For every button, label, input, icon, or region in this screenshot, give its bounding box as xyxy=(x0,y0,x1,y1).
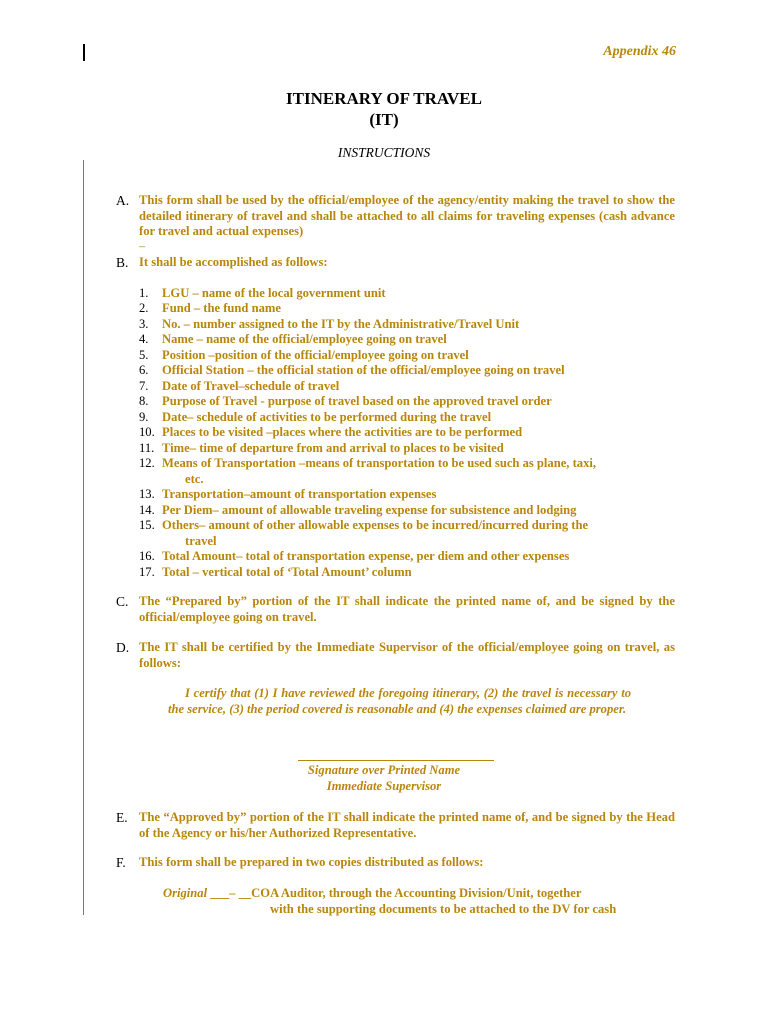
list-item: 12. Means of Transportation –means of transportation to be used such as plane, taxi, etc. xyxy=(139,456,597,486)
list-item: 10. Places to be visited –places where the activities are to be performed xyxy=(139,425,523,439)
list-item: 5. Position –position of the official/employee going on travel xyxy=(139,347,469,362)
list-item: 3. No. – number assigned to the IT by the Administrative/Travel Unit xyxy=(139,316,520,331)
instructions-heading: INSTRUCTIONS xyxy=(337,145,431,160)
original-label: Original xyxy=(163,886,208,900)
list-item: 9. Date– schedule of activities to be performed during the travel xyxy=(139,409,492,424)
signatory-title: Immediate Supervisor xyxy=(326,779,442,793)
section-a-text: This form shall be used by the official/employee of the agency/entity making the travel to show the detailed itinerary of travel and shall be attached to all claims for traveling expenses (cash advance for travel and actual expenses) – xyxy=(139,193,675,253)
list-item: 7. Date of Travel–schedule of travel xyxy=(139,378,340,393)
margin-mark-top xyxy=(83,44,85,61)
title-line-2: (IT) xyxy=(369,110,399,129)
list-item: 8. Purpose of Travel - purpose of travel based on the approved travel order xyxy=(139,394,552,408)
section-d-text: The IT shall be certified by the Immediate Supervisor of the official/employee going on travel, as follows: xyxy=(139,640,675,670)
section-c-text: The “Prepared by” portion of the IT shall indicate the printed name of, and be signed by the official/employee going on travel. xyxy=(139,594,675,624)
section-e-text: The “Approved by” portion of the IT shall indicate the printed name of, and be signed by the Head of the Agency or his/her Authorized Representative. xyxy=(139,810,675,840)
section-e-letter: E. xyxy=(116,810,128,825)
title-line-1: ITINERARY OF TRAVEL xyxy=(286,89,482,108)
section-c-letter: C. xyxy=(116,594,129,609)
original-line-1: ___– __COA Auditor, through the Accounting Division/Unit, together xyxy=(207,886,582,900)
section-a-letter: A. xyxy=(116,193,130,208)
list-item: 1. LGU – name of the local government unit xyxy=(139,285,386,300)
certification-text: I certify that (1) I have reviewed the foregoing itinerary, (2) the travel is necessary to the service, (3) the period covered is reasonable and (4) the expenses claimed are proper. xyxy=(168,686,631,716)
document-title xyxy=(0,88,768,130)
margin-rule xyxy=(83,160,84,915)
list-item: 15. Others– amount of other allowable expenses to be incurred/incurred during the travel xyxy=(139,518,589,548)
section-b-letter: B. xyxy=(116,255,129,270)
distribution-original xyxy=(163,886,651,917)
section-a-dash: – xyxy=(139,238,146,253)
list-item: 13. Transportation–amount of transportation expenses xyxy=(139,487,437,501)
appendix-label: Appendix 46 xyxy=(603,44,676,59)
list-item: 2. Fund – the fund name xyxy=(139,301,281,315)
list-item: 4. Name – name of the official/employee going on travel xyxy=(139,332,447,346)
signature-line xyxy=(298,760,494,761)
field-list xyxy=(139,286,675,581)
section-d-letter: D. xyxy=(116,640,130,655)
list-item: 17. Total – vertical total of ‘Total Amount’ column xyxy=(139,564,412,579)
list-item: 14. Per Diem– amount of allowable traveling expense for subsistence and lodging xyxy=(139,502,577,517)
list-item: 11. Time– time of departure from and arrival to places to be visited xyxy=(139,440,504,455)
section-f-text: This form shall be prepared in two copies distributed as follows: xyxy=(139,855,484,869)
signature-block xyxy=(0,762,768,794)
signature-label: Signature over Printed Name xyxy=(307,763,461,777)
original-line-2: with the supporting documents to be attached to the DV for cash xyxy=(270,901,617,916)
section-f-letter: F. xyxy=(116,855,126,870)
section-b-text: It shall be accomplished as follows: xyxy=(139,255,328,269)
list-item: 6. Official Station – the official station of the official/employee going on travel xyxy=(139,363,565,377)
list-item: 16. Total Amount– total of transportation expense, per diem and other expenses xyxy=(139,549,570,563)
